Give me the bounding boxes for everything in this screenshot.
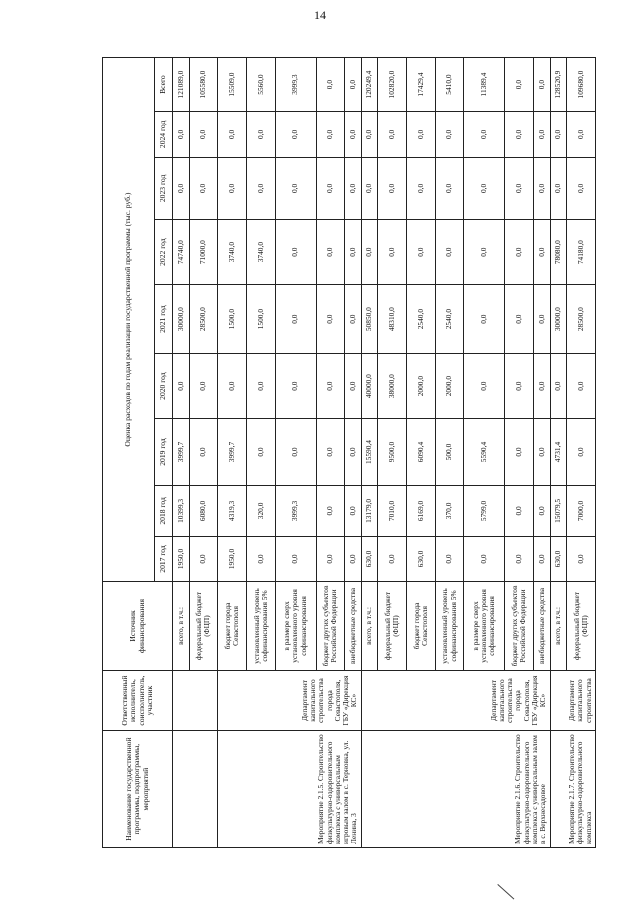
value-cell: 0,0 — [361, 220, 378, 285]
value-cell: 50850,0 — [361, 285, 378, 354]
value-cell: 2540,0 — [435, 285, 464, 354]
value-cell: 48310,0 — [378, 285, 407, 354]
value-cell: 5560,0 — [246, 58, 275, 112]
value-cell: 0,0 — [378, 112, 407, 157]
header-row — [103, 58, 155, 848]
value-cell: 6169,0 — [407, 486, 436, 537]
value-cell: 5590,4 — [464, 419, 505, 486]
value-cell: 30000,0 — [173, 285, 190, 354]
value-cell: 1500,0 — [246, 285, 275, 354]
value-cell: 0,0 — [533, 536, 550, 581]
value-cell: 0,0 — [533, 419, 550, 486]
value-cell: 10399,3 — [173, 486, 190, 537]
value-cell: 74740,0 — [173, 220, 190, 285]
source-cell: бюджет города Севастополя — [218, 582, 247, 671]
value-cell: 0,0 — [464, 536, 505, 581]
value-cell: 3740,0 — [246, 220, 275, 285]
value-cell: 105580,0 — [189, 58, 218, 112]
value-cell: 0,0 — [189, 112, 218, 157]
value-cell: 0,0 — [173, 354, 190, 419]
value-cell: 0,0 — [345, 536, 362, 581]
value-cell: 7010,0 — [378, 486, 407, 537]
table-row — [550, 58, 567, 848]
source-cell: федеральный бюджет (ФЦП) — [189, 582, 218, 671]
value-cell: 40000,0 — [361, 354, 378, 419]
value-cell: 0,0 — [345, 486, 362, 537]
header-name: Наименование государственной программы, подпрограммы, мероприятий — [103, 731, 173, 848]
value-cell: 28500,0 — [567, 285, 596, 354]
name-cell-empty — [173, 731, 218, 848]
header-year: 2024 год — [155, 112, 173, 157]
value-cell: 4731,4 — [550, 419, 567, 486]
program-name-cell: Мероприятие 2.1.7. Строительство физкультурно-оздоровительного комплекса — [550, 731, 595, 848]
value-cell: 28500,0 — [189, 285, 218, 354]
value-cell: 500,0 — [435, 419, 464, 486]
value-cell: 0,0 — [505, 419, 534, 486]
value-cell: 0,0 — [533, 220, 550, 285]
value-cell: 1950,0 — [218, 536, 247, 581]
value-cell: 0,0 — [218, 157, 247, 220]
header-year: 2020 год — [155, 354, 173, 419]
source-cell: в размере сверх установленного уровня софинансирования — [464, 582, 505, 671]
value-cell: 0,0 — [464, 112, 505, 157]
value-cell: 0,0 — [275, 354, 316, 419]
header-year: 2018 год — [155, 486, 173, 537]
value-cell: 0,0 — [464, 285, 505, 354]
responsible-cell: Департамент капитального строительства — [550, 670, 595, 731]
value-cell: 0,0 — [435, 536, 464, 581]
value-cell: 0,0 — [533, 157, 550, 220]
value-cell: 5410,0 — [435, 58, 464, 112]
value-cell: 0,0 — [246, 354, 275, 419]
value-cell: 0,0 — [246, 419, 275, 486]
financing-table — [102, 57, 596, 848]
value-cell: 0,0 — [550, 112, 567, 157]
value-cell: 0,0 — [218, 354, 247, 419]
source-cell: всего, в т.ч.: — [361, 582, 378, 671]
value-cell: 15509,0 — [218, 58, 247, 112]
value-cell: 15590,4 — [361, 419, 378, 486]
value-cell: 0,0 — [550, 354, 567, 419]
value-cell: 0,0 — [316, 536, 345, 581]
responsible-cell-empty — [173, 670, 218, 731]
value-cell: 0,0 — [345, 58, 362, 112]
value-cell: 0,0 — [345, 419, 362, 486]
value-cell: 0,0 — [407, 220, 436, 285]
value-cell: 6090,4 — [407, 419, 436, 486]
table-row — [218, 58, 247, 848]
value-cell: 0,0 — [345, 220, 362, 285]
value-cell: 0,0 — [316, 220, 345, 285]
value-cell: 630,0 — [361, 536, 378, 581]
value-cell: 0,0 — [275, 285, 316, 354]
header-estimate: Оценка расходов по годам реализации государственной программы (тыс. руб.) — [103, 58, 155, 582]
table-body — [103, 58, 596, 848]
value-cell: 0,0 — [533, 112, 550, 157]
program-name-cell: Мероприятие 2.1.6. Строительство физкультурно-оздоровительного комплекса с универсальным залом в с. Верхнесадовое — [361, 731, 550, 848]
value-cell: 0,0 — [464, 157, 505, 220]
value-cell: 78080,0 — [550, 220, 567, 285]
value-cell: 0,0 — [189, 354, 218, 419]
value-cell: 5799,0 — [464, 486, 505, 537]
header-year: Всего — [155, 58, 173, 112]
value-cell: 0,0 — [567, 419, 596, 486]
value-cell: 0,0 — [316, 419, 345, 486]
value-cell: 0,0 — [345, 112, 362, 157]
source-cell: всего, в т.ч.: — [550, 582, 567, 671]
value-cell: 0,0 — [567, 354, 596, 419]
responsible-cell: Департамент капитального строительства города Севастополя, ГБУ «Дирекция КС» — [361, 670, 550, 731]
value-cell: 0,0 — [435, 220, 464, 285]
header-source: Источник финансирования — [103, 582, 173, 671]
value-cell: 0,0 — [505, 220, 534, 285]
source-cell: всего, в т.ч.: — [173, 582, 190, 671]
value-cell: 0,0 — [505, 112, 534, 157]
value-cell: 7000,0 — [567, 486, 596, 537]
value-cell: 0,0 — [345, 285, 362, 354]
value-cell: 0,0 — [275, 536, 316, 581]
table-row — [173, 58, 190, 848]
source-cell: внебюджетные средства — [533, 582, 550, 671]
value-cell: 0,0 — [275, 220, 316, 285]
responsible-cell: Департамент капитального строительства города Севастополя, ГБУ «Дирекция КС» — [218, 670, 362, 731]
header-year: 2017 год — [155, 536, 173, 581]
header-year: 2022 год — [155, 220, 173, 285]
value-cell: 0,0 — [435, 112, 464, 157]
value-cell: 3999,7 — [218, 419, 247, 486]
value-cell: 15079,5 — [550, 486, 567, 537]
value-cell: 0,0 — [218, 112, 247, 157]
value-cell: 0,0 — [316, 157, 345, 220]
value-cell: 2540,0 — [407, 285, 436, 354]
value-cell: 6080,0 — [189, 486, 218, 537]
value-cell: 630,0 — [407, 536, 436, 581]
source-cell: установленный уровень софинансирования 5% — [246, 582, 275, 671]
value-cell: 0,0 — [275, 157, 316, 220]
value-cell: 0,0 — [533, 486, 550, 537]
value-cell: 0,0 — [407, 157, 436, 220]
value-cell: 0,0 — [275, 112, 316, 157]
table-row — [361, 58, 378, 848]
value-cell: 0,0 — [550, 157, 567, 220]
source-cell: федеральный бюджет (ФЦП) — [567, 582, 596, 671]
value-cell: 0,0 — [533, 285, 550, 354]
header-year: 2019 год — [155, 419, 173, 486]
value-cell: 0,0 — [435, 157, 464, 220]
value-cell: 0,0 — [316, 112, 345, 157]
value-cell: 0,0 — [173, 157, 190, 220]
value-cell: 0,0 — [505, 157, 534, 220]
value-cell: 0,0 — [567, 536, 596, 581]
value-cell: 0,0 — [316, 354, 345, 419]
source-cell: бюджет города Севастополя — [407, 582, 436, 671]
source-cell: установленный уровень софинансирования 5% — [435, 582, 464, 671]
value-cell: 0,0 — [361, 112, 378, 157]
value-cell: 0,0 — [246, 536, 275, 581]
value-cell: 0,0 — [567, 112, 596, 157]
value-cell: 370,0 — [435, 486, 464, 537]
rotated-table-wrapper — [102, 57, 596, 848]
value-cell: 4319,3 — [218, 486, 247, 537]
value-cell: 11389,4 — [464, 58, 505, 112]
page-number: 14 — [314, 8, 326, 22]
value-cell: 0,0 — [505, 285, 534, 354]
value-cell: 0,0 — [189, 157, 218, 220]
value-cell: 121089,0 — [173, 58, 190, 112]
value-cell: 0,0 — [316, 285, 345, 354]
value-cell: 0,0 — [246, 157, 275, 220]
value-cell: 0,0 — [533, 58, 550, 112]
value-cell: 128520,9 — [550, 58, 567, 112]
source-cell: бюджет других субъектов Российской Федерации — [505, 582, 534, 671]
value-cell: 13179,0 — [361, 486, 378, 537]
program-name-cell: Мероприятие 2.1.5. Строительство физкультурно-оздоровительного комплекса с универсальным игровым залом в с. Терновка, ул. Ленина, 3 — [218, 731, 362, 848]
source-cell: внебюджетные средства — [345, 582, 362, 671]
value-cell: 0,0 — [407, 112, 436, 157]
header-year: 2021 год — [155, 285, 173, 354]
value-cell: 0,0 — [567, 157, 596, 220]
source-cell: бюджет других субъектов Российской Федерации — [316, 582, 345, 671]
value-cell: 71000,0 — [189, 220, 218, 285]
header-year: 2023 год — [155, 157, 173, 220]
source-cell: в размере сверх установленного уровня софинансирования — [275, 582, 316, 671]
value-cell: 9500,0 — [378, 419, 407, 486]
value-cell: 1950,0 — [173, 536, 190, 581]
value-cell: 0,0 — [345, 354, 362, 419]
value-cell: 120249,4 — [361, 58, 378, 112]
value-cell: 0,0 — [464, 220, 505, 285]
value-cell: 0,0 — [246, 112, 275, 157]
value-cell: 0,0 — [378, 220, 407, 285]
value-cell: 0,0 — [533, 354, 550, 419]
value-cell: 0,0 — [505, 58, 534, 112]
value-cell: 102820,0 — [378, 58, 407, 112]
value-cell: 0,0 — [189, 536, 218, 581]
value-cell: 0,0 — [189, 419, 218, 486]
value-cell: 0,0 — [345, 157, 362, 220]
source-cell: федеральный бюджет (ФЦП) — [378, 582, 407, 671]
pen-mark — [497, 884, 514, 899]
value-cell: 3999,7 — [173, 419, 190, 486]
value-cell: 0,0 — [361, 157, 378, 220]
value-cell: 17429,4 — [407, 58, 436, 112]
value-cell: 0,0 — [464, 354, 505, 419]
value-cell: 109680,0 — [567, 58, 596, 112]
value-cell: 0,0 — [378, 536, 407, 581]
value-cell: 2000,0 — [407, 354, 436, 419]
value-cell: 1500,0 — [218, 285, 247, 354]
value-cell: 3999,3 — [275, 486, 316, 537]
value-cell: 0,0 — [173, 112, 190, 157]
value-cell: 2000,0 — [435, 354, 464, 419]
value-cell: 0,0 — [505, 354, 534, 419]
header-responsible: Ответственный исполнитель, соисполнитель, участник — [103, 670, 173, 731]
value-cell: 0,0 — [505, 536, 534, 581]
value-cell: 74180,0 — [567, 220, 596, 285]
value-cell: 3740,0 — [218, 220, 247, 285]
value-cell: 0,0 — [505, 486, 534, 537]
value-cell: 0,0 — [275, 419, 316, 486]
value-cell: 0,0 — [378, 157, 407, 220]
value-cell: 3999,3 — [275, 58, 316, 112]
value-cell: 38000,0 — [378, 354, 407, 419]
value-cell: 0,0 — [316, 58, 345, 112]
value-cell: 30000,0 — [550, 285, 567, 354]
value-cell: 320,0 — [246, 486, 275, 537]
value-cell: 0,0 — [316, 486, 345, 537]
value-cell: 630,0 — [550, 536, 567, 581]
